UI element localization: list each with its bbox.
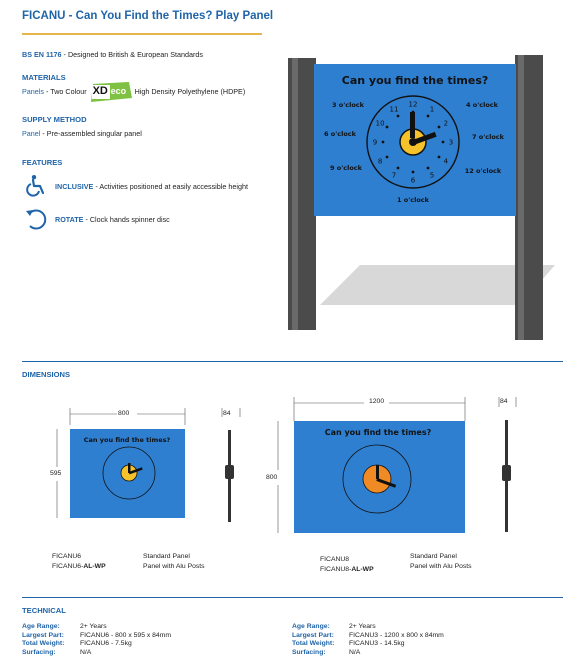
clock-numeral: 11 bbox=[389, 105, 399, 114]
clock-numeral: 4 bbox=[443, 157, 449, 166]
clock-numeral: 3 bbox=[448, 138, 454, 147]
large-panel-diagram bbox=[264, 395, 469, 535]
small-code-standard: FICANU6 bbox=[52, 553, 82, 560]
large-code-alu-plain: FICANU8- bbox=[320, 566, 352, 573]
clock-numeral: 9 bbox=[372, 138, 378, 147]
large-code-alu-bold: AL-WP bbox=[351, 566, 374, 573]
clock-tick bbox=[412, 171, 415, 174]
small-minute-hand bbox=[128, 463, 131, 473]
minute-hand bbox=[410, 112, 415, 138]
large-desc-standard: Standard Panel bbox=[410, 553, 457, 560]
page-title: FICANU - Can You Find the Times? Play Panel bbox=[22, 10, 274, 22]
feature-rotate-label: ROTATE bbox=[55, 215, 84, 224]
tech-value: 2+ Years bbox=[349, 623, 376, 630]
clock-numeral: 1 bbox=[429, 105, 435, 114]
dimensions-heading: DIMENSIONS bbox=[22, 370, 71, 379]
clock-numeral: 6 bbox=[410, 176, 416, 185]
clock-tick bbox=[386, 156, 389, 159]
clock-numeral: 12 bbox=[408, 100, 418, 109]
small-panel-heading: Can you find the times? bbox=[83, 436, 171, 444]
supply-line bbox=[22, 129, 142, 138]
divider-top bbox=[22, 361, 563, 362]
feature-rotate bbox=[55, 215, 170, 224]
materials-label: Panels bbox=[22, 86, 44, 96]
small-height-value: 595 bbox=[50, 470, 62, 477]
tech-value: 2+ Years bbox=[80, 623, 107, 630]
clock-tick bbox=[382, 141, 385, 144]
clock-tick bbox=[427, 167, 430, 170]
divider-bottom bbox=[22, 597, 563, 598]
tech-labels-left bbox=[22, 623, 64, 657]
small-side-clamp bbox=[225, 465, 234, 479]
clock-numeral: 2 bbox=[443, 119, 449, 128]
xdeco-logo bbox=[89, 81, 133, 103]
tech-label: Age Range: bbox=[292, 623, 330, 630]
tech-value: N/A bbox=[349, 648, 361, 656]
small-depth-value: 84 bbox=[223, 410, 231, 417]
product-illustration bbox=[280, 50, 570, 350]
clock-tick bbox=[386, 126, 389, 129]
tech-label: Total Weight: bbox=[22, 640, 65, 647]
clock-tick bbox=[438, 126, 441, 129]
panel-heading: Can you find the times? bbox=[341, 74, 489, 87]
large-depth-value: 84 bbox=[500, 398, 508, 405]
large-height-value: 800 bbox=[266, 474, 278, 481]
small-code-alu-plain: FICANU6- bbox=[52, 563, 84, 570]
large-code-alu bbox=[320, 566, 374, 573]
small-code-alu bbox=[52, 563, 106, 570]
feature-rotate-text: - Clock hands spinner disc bbox=[83, 215, 170, 224]
tech-value: N/A bbox=[80, 648, 92, 656]
clock-tick bbox=[397, 115, 400, 118]
tech-label: Surfacing: bbox=[22, 648, 56, 656]
clock-tick bbox=[438, 156, 441, 159]
tech-value: FICANU3 - 1200 x 800 x 84mm bbox=[349, 631, 444, 639]
time-label: 7 o'clock bbox=[472, 133, 504, 141]
large-code-standard: FICANU8 bbox=[320, 556, 350, 563]
standard-line bbox=[22, 50, 203, 59]
tech-labels-right bbox=[292, 623, 334, 657]
materials-heading: MATERIALS bbox=[22, 73, 66, 82]
tech-values-right bbox=[349, 623, 444, 657]
standard-code: BS EN 1176 bbox=[22, 50, 62, 59]
clock-tick bbox=[397, 167, 400, 170]
clock-hub bbox=[409, 138, 417, 146]
supply-heading: SUPPLY METHOD bbox=[22, 115, 87, 124]
technical-heading: TECHNICAL bbox=[22, 606, 66, 615]
small-code-alu-bold: AL-WP bbox=[83, 563, 106, 570]
large-panel-heading: Can you find the times? bbox=[324, 428, 432, 437]
rotate-icon bbox=[24, 207, 48, 231]
tech-value: FICANU6 - 800 x 595 x 84mm bbox=[80, 631, 172, 639]
clock-numeral: 10 bbox=[375, 119, 385, 128]
large-side-view bbox=[494, 395, 524, 535]
time-label: 9 o'clock bbox=[330, 164, 362, 172]
small-desc-standard: Standard Panel bbox=[143, 553, 190, 560]
materials-line bbox=[22, 81, 245, 103]
small-width-value: 800 bbox=[118, 410, 130, 417]
materials-post: High Density Polyethylene (HDPE) bbox=[132, 86, 246, 96]
xdeco-logo-eco: eco bbox=[110, 86, 127, 96]
supply-label: Panel bbox=[22, 129, 41, 138]
tech-label: Surfacing: bbox=[292, 648, 326, 656]
title-underline bbox=[22, 33, 262, 35]
tech-label: Age Range: bbox=[22, 623, 60, 630]
clock-numeral: 5 bbox=[429, 171, 435, 180]
time-label: 1 o'clock bbox=[397, 196, 429, 204]
clock-tick bbox=[442, 141, 445, 144]
materials-pre: - Two Colour bbox=[43, 86, 89, 96]
wheelchair-icon bbox=[24, 174, 48, 198]
time-label: 12 o'clock bbox=[464, 167, 502, 175]
supply-text: - Pre-assembled singular panel bbox=[40, 129, 142, 138]
right-post-highlight bbox=[518, 55, 524, 340]
clock-numeral: 8 bbox=[377, 157, 383, 166]
standard-text: - Designed to British & European Standards bbox=[61, 50, 203, 59]
small-panel-diagram bbox=[45, 405, 195, 545]
feature-inclusive-text: - Activities positioned at easily accessible height bbox=[93, 182, 248, 191]
xdeco-logo-xd: XD bbox=[92, 85, 108, 97]
tech-label: Total Weight: bbox=[292, 640, 335, 647]
clock-numeral: 7 bbox=[391, 171, 397, 180]
clock-tick bbox=[427, 115, 430, 118]
large-minute-hand bbox=[376, 465, 379, 479]
time-label: 3 o'clock bbox=[332, 101, 364, 109]
feature-inclusive-label: INCLUSIVE bbox=[55, 182, 94, 191]
tech-values-left bbox=[80, 623, 171, 657]
small-desc-alu: Panel with Alu Posts bbox=[143, 563, 205, 570]
tech-value: FICANU3 - 14.5kg bbox=[349, 640, 405, 647]
large-side-clamp bbox=[502, 465, 511, 481]
time-label: 4 o'clock bbox=[466, 101, 498, 109]
large-width-value: 1200 bbox=[369, 398, 385, 405]
left-post-highlight bbox=[292, 58, 298, 330]
features-heading: FEATURES bbox=[22, 158, 63, 167]
feature-inclusive bbox=[55, 182, 248, 191]
tech-label: Largest Part: bbox=[22, 631, 64, 639]
large-desc-alu: Panel with Alu Posts bbox=[410, 563, 472, 570]
tech-value: FICANU6 - 7.5kg bbox=[80, 640, 132, 647]
small-side-view bbox=[216, 405, 246, 525]
tech-label: Largest Part: bbox=[292, 631, 334, 639]
time-label: 6 o'clock bbox=[324, 130, 356, 138]
